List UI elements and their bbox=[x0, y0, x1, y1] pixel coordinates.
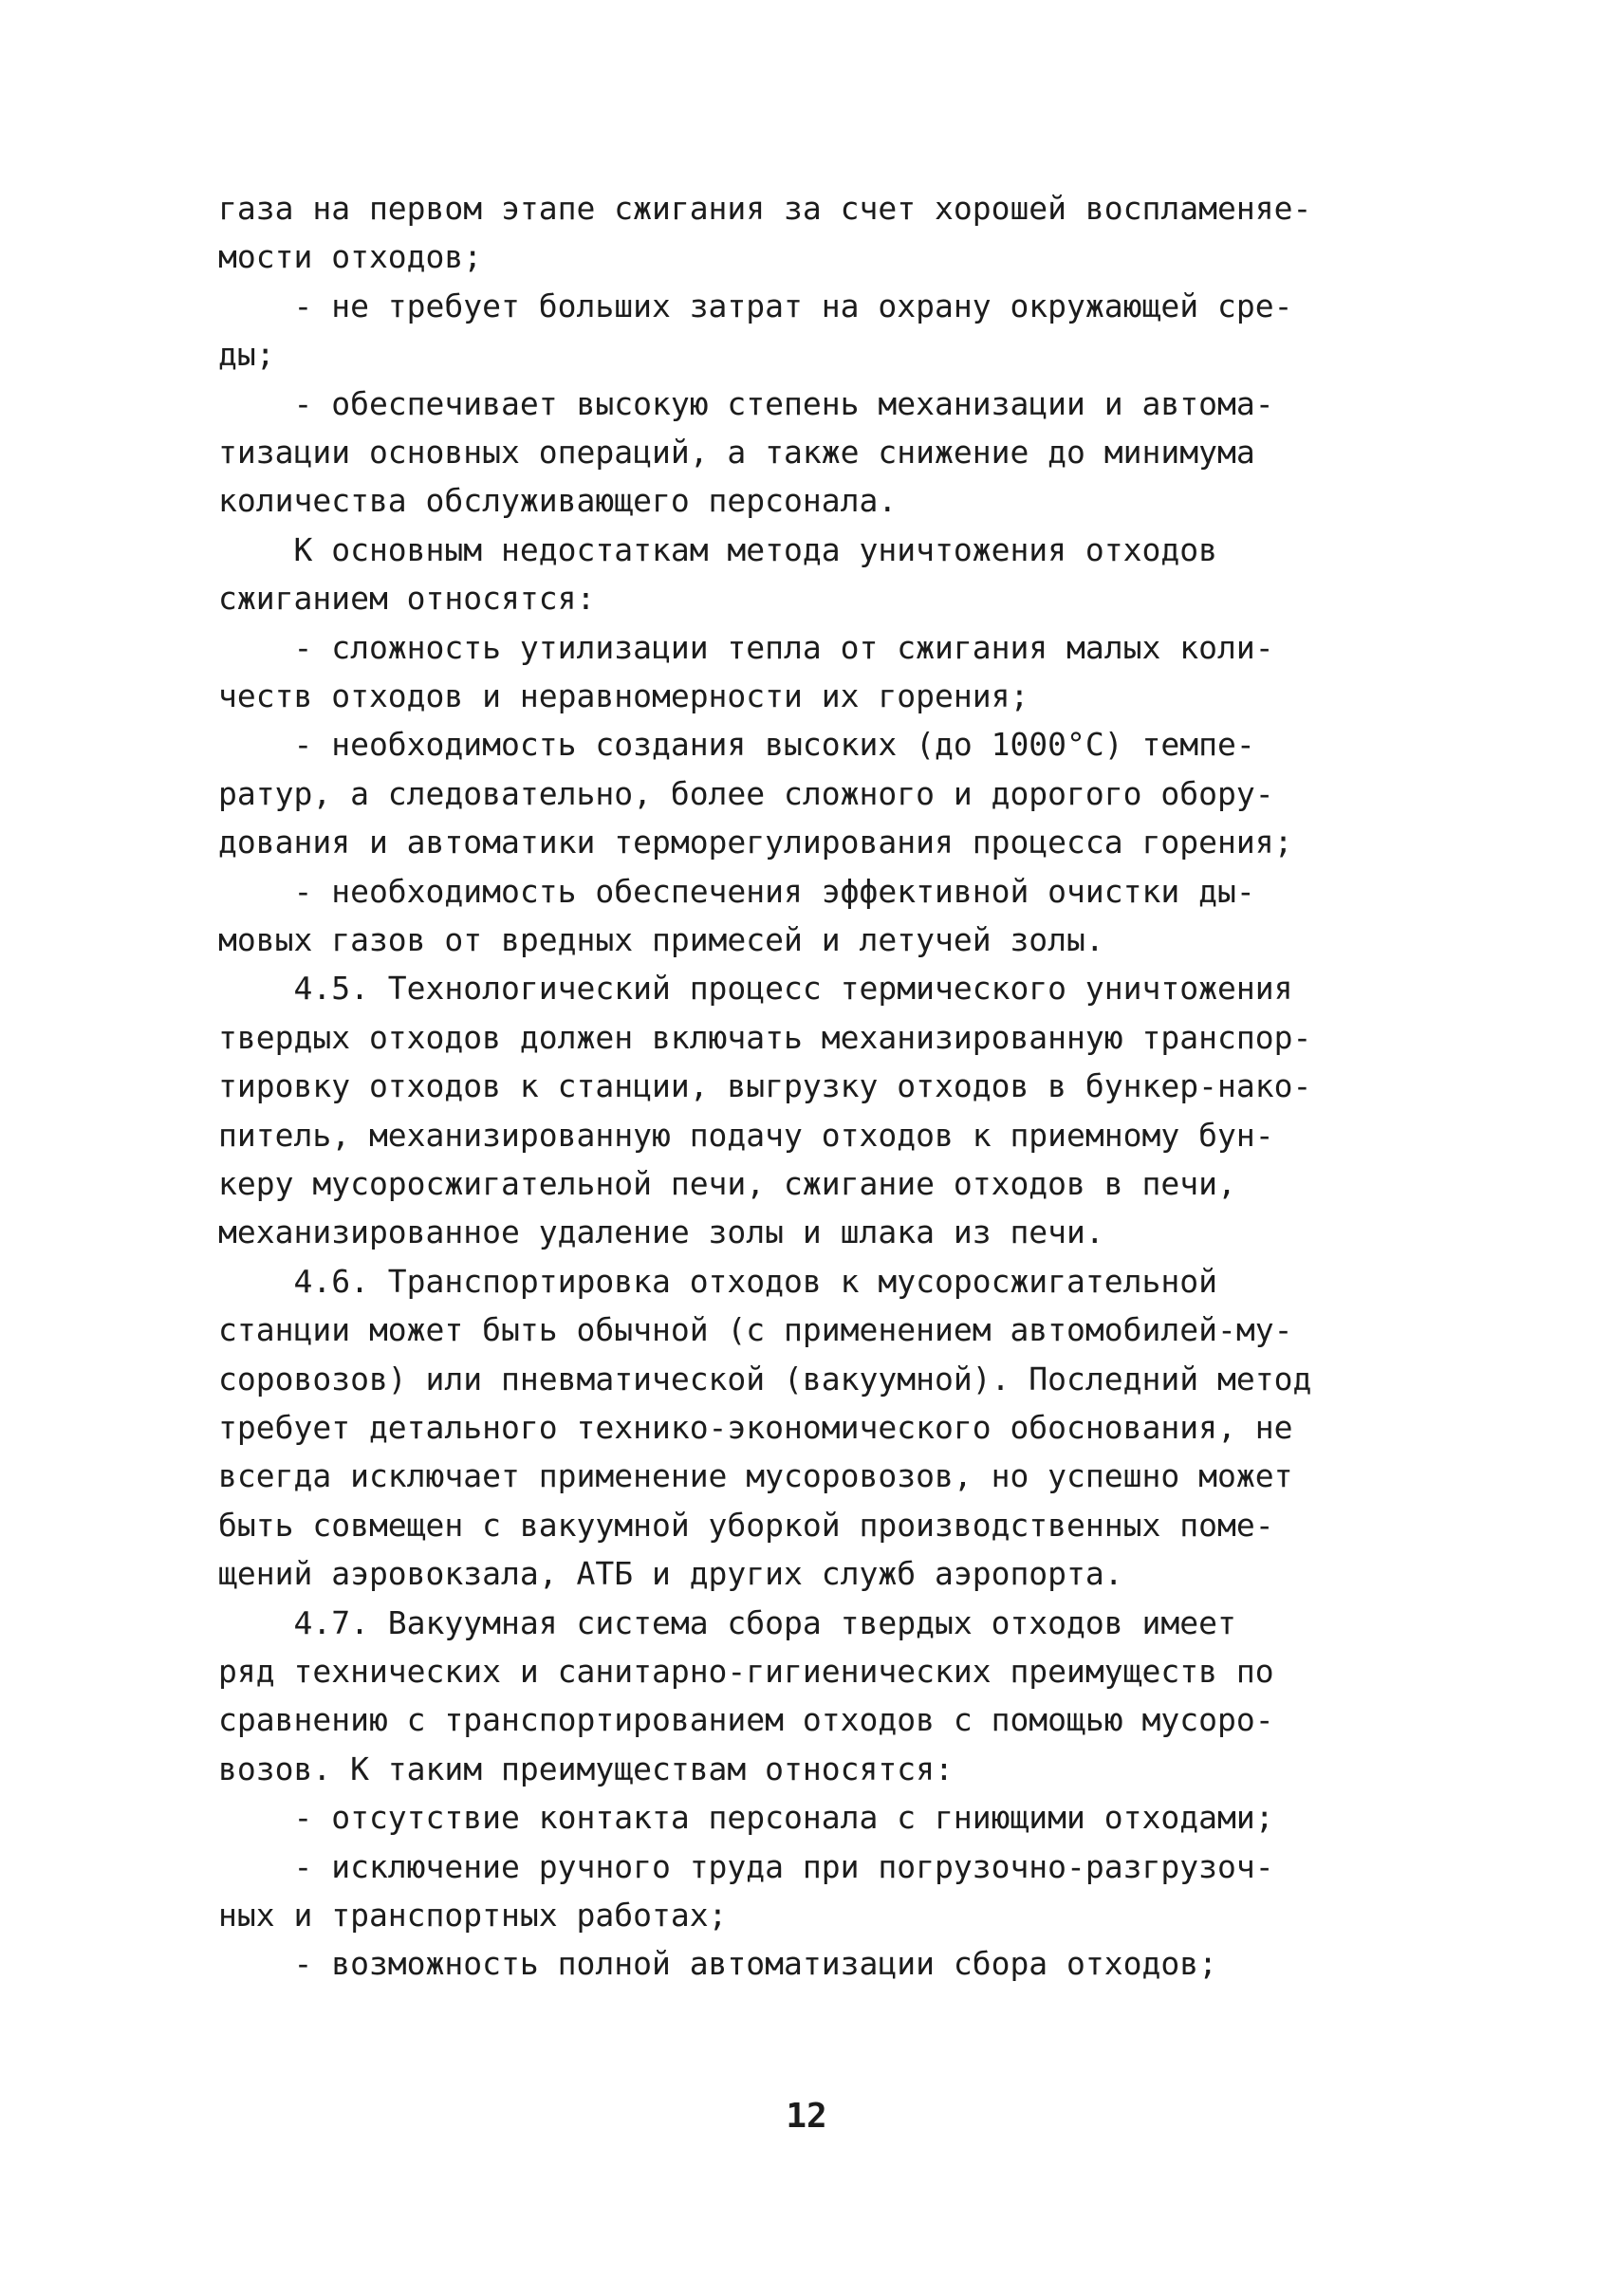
text-line: возов. К таким преимуществам относятся: bbox=[218, 1750, 954, 1787]
text-line: сжиганием относятся: bbox=[218, 580, 596, 618]
text-line: станции может быть обычной (с применением автомобилей-му- bbox=[218, 1311, 1293, 1349]
text-line: дования и автоматики терморегулирования процесса горения; bbox=[218, 824, 1293, 861]
text-line: тизации основных операций, а также снижение до минимума bbox=[218, 434, 1255, 471]
text-line: - исключение ручного труда при погрузочно-разгрузоч- bbox=[218, 1847, 1274, 1885]
text-line: ных и транспортных работах; bbox=[218, 1897, 728, 1934]
text-line: ратур, а следовательно, более сложного и дорогого обору- bbox=[218, 774, 1274, 812]
text-line: - обеспечивает высокую степень механизации и автома- bbox=[218, 384, 1274, 422]
text-line: ряд технических и санитарно-гигиенических преимуществ по bbox=[218, 1653, 1274, 1690]
text-line: быть совмещен с вакуумной уборкой производственных поме- bbox=[218, 1506, 1274, 1544]
text-line: 4.7. Вакуумная система сбора твердых отходов имеет bbox=[218, 1603, 1236, 1641]
text-line: - возможность полной автоматизации сбора отходов; bbox=[218, 1945, 1217, 1983]
text-line: К основным недостаткам метода уничтожения отходов bbox=[218, 530, 1217, 568]
text-line: - не требует больших затрат на охрану окружающей сре- bbox=[218, 287, 1293, 324]
text-line: соровозов) или пневматической (вакуумной). Последний метод bbox=[218, 1360, 1312, 1398]
text-line: 4.6. Транспортировка отходов к мусоросжигательной bbox=[218, 1262, 1217, 1300]
text-line: - отсутствие контакта персонала с гниющими отходами; bbox=[218, 1799, 1274, 1837]
page-number: 12 bbox=[786, 2097, 827, 2136]
text-line: твердых отходов должен включать механизированную транспор- bbox=[218, 1018, 1312, 1056]
text-line: ды; bbox=[218, 336, 275, 374]
text-line: щений аэровокзала, АТБ и других служб аэропорта. bbox=[218, 1555, 1123, 1593]
text-line: требует детального технико-экономического обоснования, не bbox=[218, 1409, 1293, 1446]
text-line: питель, механизированную подачу отходов к приемному бун- bbox=[218, 1116, 1274, 1154]
text-line: керу мусоросжигательной печи, сжигание отходов в печи, bbox=[218, 1165, 1236, 1202]
text-line: газа на первом этапе сжигания за счет хорошей воспламеняе- bbox=[218, 190, 1312, 227]
text-line: тировку отходов к станции, выгрузку отходов в бункер-нако- bbox=[218, 1067, 1312, 1105]
text-line: - сложность утилизации тепла от сжигания малых коли- bbox=[218, 628, 1274, 666]
text-line: - необходимость обеспечения эффективной очистки ды- bbox=[218, 872, 1255, 910]
text-line: честв отходов и неравномерности их горения; bbox=[218, 677, 1029, 714]
text-line: сравнению с транспортированием отходов с помощью мусоро- bbox=[218, 1701, 1274, 1739]
text-line: мовых газов от вредных примесей и летучей золы. bbox=[218, 921, 1104, 958]
text-line: мости отходов; bbox=[218, 238, 483, 276]
text-line: - необходимость создания высоких (до 1000°С) темпе- bbox=[218, 726, 1255, 764]
text-line: 4.5. Технологический процесс термического уничтожения bbox=[218, 970, 1293, 1008]
text-line: количества обслуживающего персонала. bbox=[218, 482, 898, 520]
text-line: всегда исключает применение мусоровозов, но успешно может bbox=[218, 1457, 1293, 1495]
text-line: механизированное удаление золы и шлака из печи. bbox=[218, 1213, 1104, 1251]
